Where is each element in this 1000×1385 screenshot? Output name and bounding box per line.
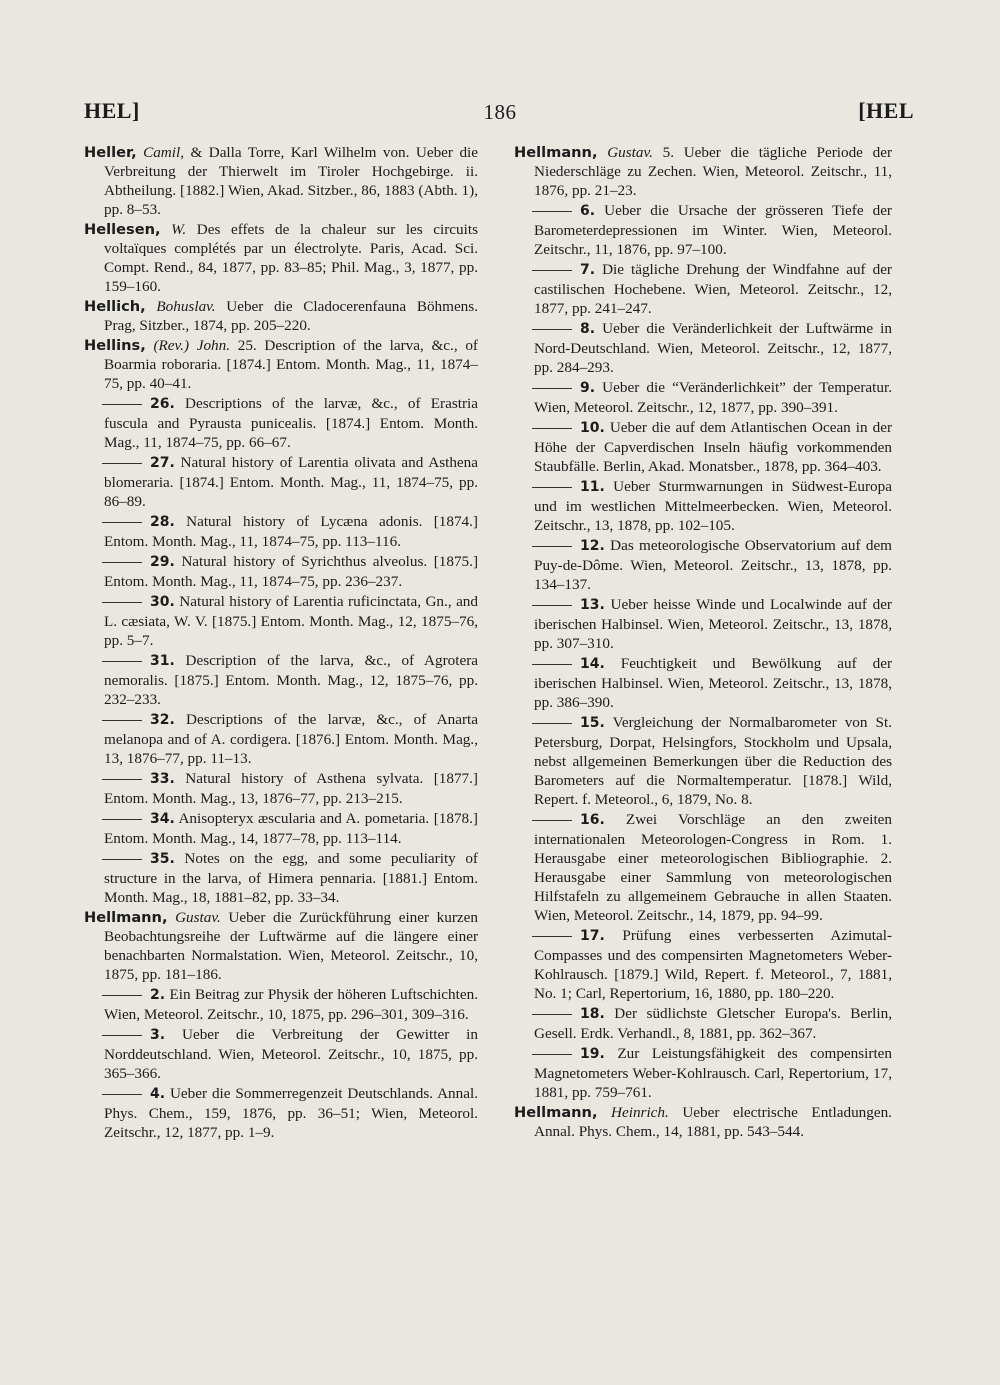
ditto-dash [532, 605, 572, 606]
entry-number: 11. [580, 479, 605, 495]
entry-text: Zwei Vorschläge an den zweiten internationalen Meteorologen-Congress in Rom. 1. Herausgabe einer meteorologischen Bibliographie. 2. Herausgabe einer Sammlung von meteorologischen Hilfstafeln zu allgemeinem Gebrauche in allen Staaten. Wien, Meteorol. Zeitschr., 14, 1879, pp. 94–99. [534, 811, 892, 924]
sub-entry [84, 809, 478, 848]
ditto-dash [532, 1054, 572, 1055]
sub-entry [84, 552, 478, 591]
entry-number: 27. [150, 455, 175, 471]
ditto-dash [532, 820, 572, 821]
entry-text: Ueber heisse Winde und Localwinde auf der iberischen Halbinsel. Wien, Meteorol. Zeitschr., 13, 1878, pp. 307–310. [534, 596, 892, 652]
entry-number: 28. [150, 514, 175, 530]
page-number: 186 [483, 100, 517, 124]
sub-entry [84, 849, 478, 907]
sub-entry [84, 592, 478, 650]
ditto-dash [532, 428, 572, 429]
entry-number: 18. [580, 1006, 605, 1022]
author-name: Hellesen, [84, 221, 161, 238]
ditto-dash [532, 936, 572, 937]
sub-entry [514, 319, 892, 377]
ditto-dash [532, 487, 572, 488]
sub-entry [84, 1025, 478, 1083]
entry-number: 35. [150, 851, 175, 867]
ditto-dash [102, 819, 142, 820]
ditto-dash [102, 522, 142, 523]
running-head-right: [HEL [858, 98, 914, 123]
ditto-dash [532, 270, 572, 271]
entry-text: Prüfung eines verbesserten Azimutal-Compasses und des compensirten Magnetometers Weber-Kohlrausch. [1879.] Wild, Repert. f. Meteorol., 7, 1881, No. 1; Carl, Repertorium, 16, 1880, pp. 180–220. [534, 927, 892, 1002]
sub-entry [514, 654, 892, 712]
author-given-name: Camil, [136, 144, 184, 161]
left-column [84, 143, 478, 1143]
entry-text: Die tägliche Drehung der Windfahne auf der castilischen Hochebene. Wien, Meteorol. Zeitschr., 12, 1877, pp. 241–247. [534, 261, 892, 317]
ditto-dash [532, 723, 572, 724]
author-given-name: W. [160, 221, 187, 238]
entry-number: 15. [580, 715, 605, 731]
entry-number: 16. [580, 812, 605, 828]
sub-entry [514, 477, 892, 535]
sub-entry [84, 710, 478, 768]
entry-number: 34. [150, 811, 175, 827]
entry-number: 14. [580, 656, 605, 672]
author-name: Hellich, [84, 298, 146, 315]
author-name: Hellins, [84, 337, 146, 354]
entry-text: Ueber Sturmwarnungen in Südwest-Europa und im westlichen Mittelmeerbecken. Wien, Meteorol. Zeitschr., 13, 1878, pp. 102–105. [534, 478, 892, 534]
sub-entry [84, 651, 478, 709]
sub-entry [514, 810, 892, 925]
sub-entry [84, 769, 478, 808]
entry-text: Das meteorologische Observatorium auf dem Puy-de-Dôme. Wien, Meteorol. Zeitschr., 13, 1878, pp. 134–137. [534, 537, 892, 593]
entry-number: 8. [580, 321, 596, 337]
sub-entry [514, 201, 892, 259]
ditto-dash [532, 329, 572, 330]
entry-number: 32. [150, 712, 175, 728]
entry-number: 26. [150, 396, 175, 412]
author-entry [514, 1103, 892, 1141]
ditto-dash [102, 602, 142, 603]
entry-text: Description of the larva, &c., of Agrotera nemoralis. [1875.] Entom. Month. Mag., 12, 1875–76, pp. 232–233. [104, 652, 478, 708]
sub-entry [84, 985, 478, 1024]
ditto-dash [532, 546, 572, 547]
ditto-dash [102, 463, 142, 464]
sub-entry [514, 536, 892, 594]
author-given-name: Gustav. [167, 909, 221, 926]
entry-number: 19. [580, 1046, 605, 1062]
entry-number: 2. [150, 987, 166, 1003]
entry-number: 10. [580, 420, 605, 436]
sub-entry [84, 453, 478, 511]
ditto-dash [102, 859, 142, 860]
entry-text: Descriptions of the larvæ, &c., of Anarta melanopa and of A. cordigera. [1876.] Entom. Month. Mag., 13, 1876–77, pp. 11–13. [104, 711, 478, 767]
entry-number: 17. [580, 928, 605, 944]
author-entry [84, 143, 478, 219]
ditto-dash [532, 1014, 572, 1015]
author-name: Heller, [84, 144, 137, 161]
ditto-dash [102, 720, 142, 721]
entry-text: Ueber die “Veränderlichkeit” der Temperatur. Wien, Meteorol. Zeitschr., 12, 1877, pp. 390–391. [534, 379, 892, 416]
sub-entry [84, 512, 478, 551]
author-entry [84, 336, 478, 393]
entry-text: Notes on the egg, and some peculiarity of structure in the larva, of Himera pennaria. [1881.] Entom. Month. Mag., 18, 1881–82, pp. 33–34. [104, 850, 478, 906]
entry-text: Zur Leistungsfähigkeit des compensirten Magnetometers Weber-Kohlrausch. Carl, Repertorium, 17, 1881, pp. 759–761. [534, 1045, 892, 1101]
entry-text: Der südlichste Gletscher Europa's. Berlin, Gesell. Erdk. Verhandl., 8, 1881, pp. 362–367. [534, 1005, 892, 1042]
sub-entry [514, 595, 892, 653]
entry-number: 33. [150, 771, 175, 787]
entry-number: 9. [580, 380, 596, 396]
entry-text: Ueber die Sommerregenzeit Deutschlands. Annal. Phys. Chem., 159, 1876, pp. 36–51; Wien, Meteorol. Zeitschr., 12, 1877, pp. 1–9. [104, 1085, 478, 1141]
ditto-dash [102, 562, 142, 563]
ditto-dash [532, 211, 572, 212]
ditto-dash [102, 404, 142, 405]
entry-text: Vergleichung der Normalbarometer von St. Petersburg, Dorpat, Helsingfors, Stockholm und Upsala, nebst allgemeinen Bemerkungen über die Reduction des Barometers auf die Normaltemperatur. [1878.] Wild, Repert. f. Meteorol., 6, 1879, No. 8. [534, 714, 892, 808]
entry-number: 13. [580, 597, 605, 613]
entry-text: Feuchtigkeit und Bewölkung auf der iberischen Halbinsel. Wien, Meteorol. Zeitschr., 13, 1878, pp. 386–390. [534, 655, 892, 711]
entry-text: Natural history of Larentia olivata and Asthena blomeraria. [1874.] Entom. Month. Mag., 11, 1874–75, pp. 86–89. [104, 454, 478, 510]
ditto-dash [102, 661, 142, 662]
entry-text: Ueber die auf dem Atlantischen Ocean in der Höhe der Capverdischen Inseln häufig vorkommenden Staubfälle. Berlin, Akad. Monatsber., 1878, pp. 364–403. [534, 419, 892, 475]
sub-entry [514, 1044, 892, 1102]
entry-number: 3. [150, 1027, 166, 1043]
author-given-name: Heinrich. [597, 1104, 669, 1121]
author-entry [514, 143, 892, 200]
entry-number: 31. [150, 653, 175, 669]
ditto-dash [532, 664, 572, 665]
sub-entry [514, 1004, 892, 1043]
ditto-dash [102, 1094, 142, 1095]
author-entry [84, 908, 478, 984]
entry-text: 5. Ueber die tägliche Periode der Niederschläge zu Zechen. Wien, Meteorol. Zeitschr., 11, 1876, pp. 21–23. [534, 144, 892, 199]
sub-entry [514, 713, 892, 809]
ditto-dash [102, 779, 142, 780]
entry-text: Ueber electrische Entladungen. Annal. Phys. Chem., 14, 1881, pp. 543–544. [534, 1104, 892, 1140]
sub-entry [514, 418, 892, 476]
entry-number: 12. [580, 538, 605, 554]
right-column [514, 143, 892, 1142]
sub-entry [514, 260, 892, 318]
sub-entry [84, 394, 478, 452]
author-given-name: (Rev.) John. [145, 337, 231, 354]
entry-number: 6. [580, 203, 596, 219]
entry-text: Natural history of Syrichthus alveolus. [1875.] Entom. Month. Mag., 11, 1874–75, pp. 236–237. [104, 553, 478, 590]
entry-text: Ueber die Verbreitung der Gewitter in Norddeutschland. Wien, Meteorol. Zeitschr., 10, 1875, pp. 365–366. [104, 1026, 478, 1082]
ditto-dash [102, 995, 142, 996]
entry-number: 4. [150, 1086, 166, 1102]
author-given-name: Bohuslav. [145, 298, 216, 315]
author-entry [84, 297, 478, 335]
entry-text: Descriptions of the larvæ, &c., of Erastria fuscula and Pyrausta punicealis. [1874.] Entom. Month. Mag., 11, 1874–75, pp. 66–67. [104, 395, 478, 451]
author-given-name: Gustav. [597, 144, 653, 161]
author-name: Hellmann, [514, 144, 598, 161]
entry-text: Natural history of Larentia ruficinctata, Gn., and L. cæsiata, W. V. [1875.] Entom. Month. Mag., 12, 1875–76, pp. 5–7. [104, 593, 478, 649]
sub-entry [514, 926, 892, 1003]
entry-text: & Dalla Torre, Karl Wilhelm von. Ueber die Verbreitung der Thierwelt im Tiroler Hochgebirge. ii. Abtheilung. [1882.] Wien, Akad. Sitzber., 86, 1883 (Abth. 1), pp. 8–53. [104, 144, 478, 218]
ditto-dash [102, 1035, 142, 1036]
author-name: Hellmann, [514, 1104, 598, 1121]
author-name: Hellmann, [84, 909, 168, 926]
entry-text: Des effets de la chaleur sur les circuits voltaïques complétés par un électrolyte. Paris, Acad. Sci. Compt. Rend., 84, 1877, pp. 83–85; Phil. Mag., 3, 1877, pp. 159–160. [104, 221, 478, 295]
entry-number: 7. [580, 262, 596, 278]
entry-number: 30. [150, 594, 175, 610]
running-head-left: HEL] [84, 98, 140, 123]
entry-text: Natural history of Asthena sylvata. [1877.] Entom. Month. Mag., 13, 1876–77, pp. 213–215. [104, 770, 478, 807]
entry-text: Ein Beitrag zur Physik der höheren Luftschichten. Wien, Meteorol. Zeitschr., 10, 1875, pp. 296–301, 309–316. [104, 986, 478, 1023]
entry-text: Anisopteryx æscularia and A. pometaria. [1878.] Entom. Month. Mag., 14, 1877–78, pp. 113–114. [104, 810, 478, 847]
sub-entry [514, 378, 892, 417]
author-entry [84, 220, 478, 296]
entry-text: Ueber die Ursache der grösseren Tiefe der Barometerdepressionen im Winter. Wien, Meteorol. Zeitschr., 11, 1876, pp. 97–100. [534, 202, 892, 258]
ditto-dash [532, 388, 572, 389]
entry-text: Ueber die Cladocerenfauna Böhmens. Prag, Sitzber., 1874, pp. 205–220. [104, 298, 478, 334]
sub-entry [84, 1084, 478, 1142]
entry-text: 25. Description of the larva, &c., of Boarmia roboraria. [1874.] Entom. Month. Mag., 11, 1874–75, pp. 40–41. [104, 337, 478, 392]
entry-text: Natural history of Lycæna adonis. [1874.] Entom. Month. Mag., 11, 1874–75, pp. 113–116. [104, 513, 478, 550]
entry-text: Ueber die Zurückführung einer kurzen Beobachtungsreihe der Luftwärme auf die längere einer benachbarten Normalstation. Wien, Meteorol. Zeitschr., 10, 1875, pp. 181–186. [104, 909, 478, 983]
entry-number: 29. [150, 554, 175, 570]
entry-text: Ueber die Veränderlichkeit der Luftwärme in Nord-Deutschland. Wien, Meteorol. Zeitschr., 12, 1877, pp. 284–293. [534, 320, 892, 376]
